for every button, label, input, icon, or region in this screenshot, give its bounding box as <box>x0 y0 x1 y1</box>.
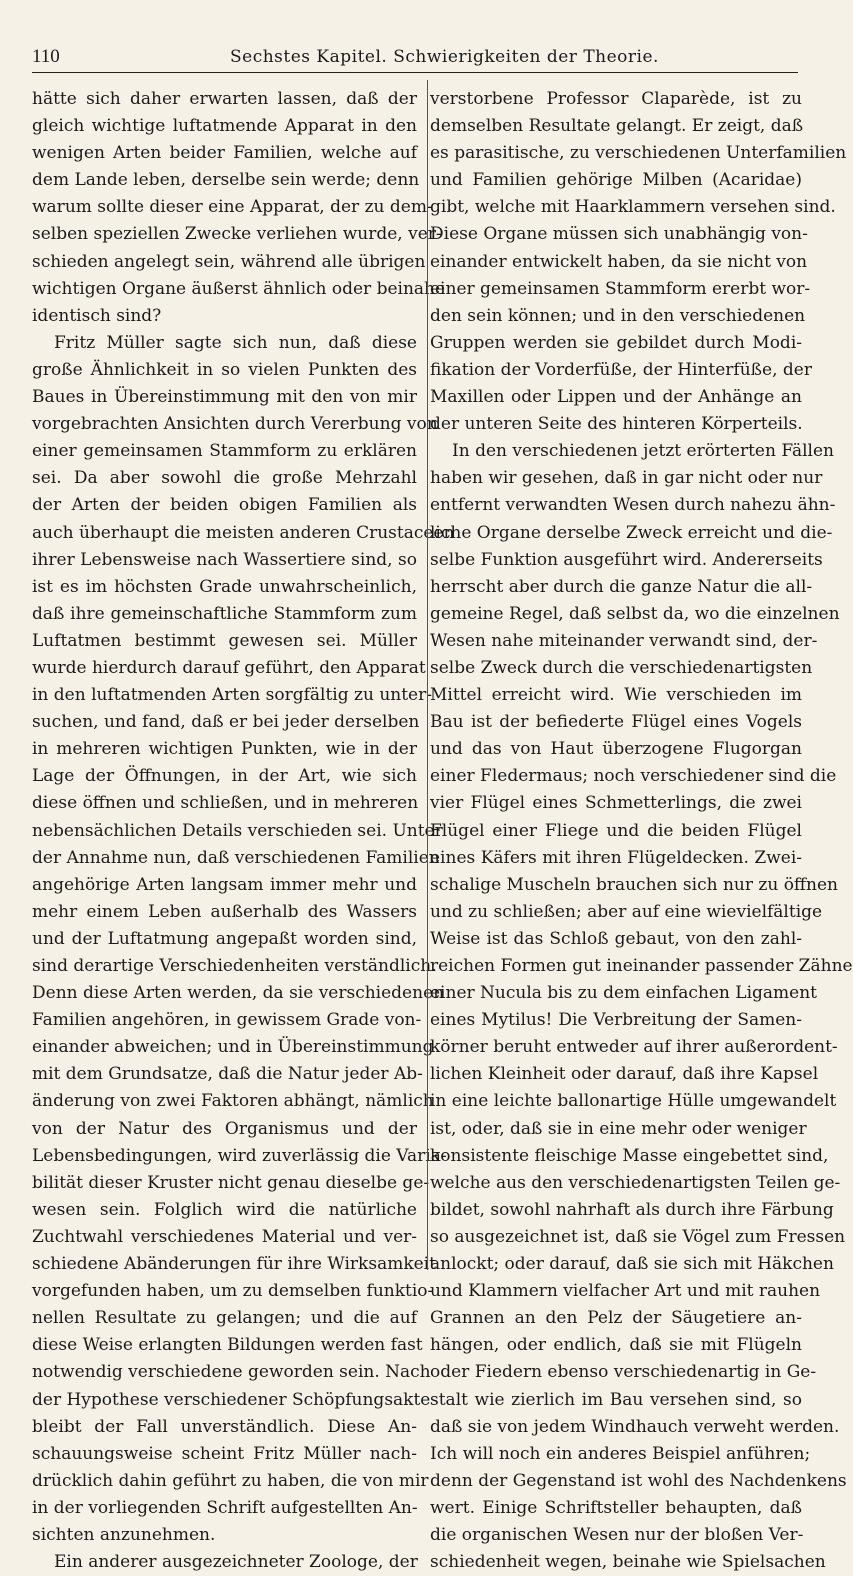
left-column-text <box>32 86 455 1576</box>
text-line: eines Käfers mit ihren Flügeldecken. Zwei- <box>430 847 802 868</box>
text-line: in mehreren wichtigen Punkten, wie in der <box>32 739 417 760</box>
text-line: hängen, oder endlich, daß sie mit Flügeln <box>430 1335 802 1356</box>
right-column <box>427 80 853 1573</box>
text-line: wesen sein. Folglich wird die natürliche <box>32 1199 417 1220</box>
text-line: ihrer Lebensweise nach Wassertiere sind, so <box>32 549 417 570</box>
text-line: bildet, sowohl nahrhaft als durch ihre Färbung <box>430 1199 834 1220</box>
text-line: änderung von zwei Faktoren abhängt, nämlich <box>32 1091 434 1112</box>
text-line: vorgefunden haben, um zu demselben funktio- <box>32 1281 434 1302</box>
text-line: wert. Einige Schriftsteller behaupten, daß <box>430 1497 802 1518</box>
text-line: in den luftatmenden Arten sorgfältig zu unter- <box>32 685 432 706</box>
text-line: Lebensbedingungen, wird zuverlässig die Varia- <box>32 1145 447 1166</box>
text-line: der unteren Seite des hinteren Körperteils. <box>430 414 803 435</box>
text-line: fikation der Vorderfüße, der Hinterfüße, der <box>430 359 812 380</box>
text-line: schalige Muscheln brauchen sich nur zu öffnen <box>430 874 838 895</box>
text-line: und der Luftatmung angepaßt worden sind, <box>32 928 417 949</box>
text-line: den sein können; und in den verschiedenen <box>430 305 806 326</box>
text-line: bilität dieser Kruster nicht genau dieselbe ge- <box>32 1172 430 1193</box>
text-line: hätte sich daher erwarten lassen, daß der <box>32 89 417 109</box>
text-line: mehr einem Leben außerhalb des Wassers <box>32 901 417 922</box>
text-line: selbe Zweck durch die verschiedenartigsten <box>430 657 813 678</box>
text-line: herrscht aber durch die ganze Natur die all- <box>430 576 813 597</box>
text-line: und zu schließen; aber auf eine wievielfältige <box>430 901 823 922</box>
text-line: und das von Haut überzogene Flugorgan <box>430 739 802 760</box>
text-line: Fritz Müller sagte sich nun, daß diese <box>54 332 417 353</box>
text-line: anlockt; oder darauf, daß sie sich mit Häkchen <box>430 1254 834 1275</box>
left-column <box>32 86 455 1576</box>
text-line: Baues in Übereinstimmung mit den von mir <box>32 387 417 408</box>
text-line: schiedene Abänderungen für ihre Wirksamkeit <box>32 1254 436 1275</box>
text-line: notwendig verschiedene geworden sein. Nach <box>32 1362 431 1383</box>
text-line: konsistente fleischige Masse eingebettet sind, <box>430 1145 829 1166</box>
text-line: daß sie von jedem Windhauch verweht werden. <box>430 1416 840 1437</box>
text-line: Diese Organe müssen sich unabhängig von- <box>430 224 808 245</box>
text-line: nebensächlichen Details verschieden sei. Unter <box>32 820 443 841</box>
text-line: Familien angehören, in gewissem Grade von- <box>32 1010 422 1031</box>
text-line: drücklich dahin geführt zu haben, die von mir <box>32 1470 429 1491</box>
text-line: einander abweichen; und in Übereinstimmung <box>32 1037 434 1058</box>
text-line: entfernt verwandten Wesen durch nahezu ähn- <box>430 495 836 516</box>
text-line: einer Fledermaus; noch verschiedener sind die <box>430 766 837 787</box>
text-line: wurde hierdurch darauf geführt, den Apparat <box>32 657 426 678</box>
text-line: sei. Da aber sowohl die große Mehrzahl <box>32 468 417 489</box>
text-line: oder Fiedern ebenso verschiedenartig in Ge- <box>430 1362 817 1383</box>
text-line: In den verschiedenen jetzt erörterten Fällen <box>452 441 834 462</box>
text-line: und Klammern vielfacher Art und mit rauhen <box>430 1281 821 1302</box>
text-line: die organischen Wesen nur der bloßen Ver- <box>430 1524 804 1545</box>
text-line: einer gemeinsamen Stammform zu erklären <box>32 441 417 462</box>
text-line: diese öffnen und schließen, und in mehreren <box>32 793 419 814</box>
text-line: bleibt der Fall unverständlich. Diese An- <box>32 1416 417 1437</box>
text-line: Ein anderer ausgezeichneter Zoologe, der <box>54 1552 418 1573</box>
text-line: haben wir gesehen, daß in gar nicht oder nur <box>430 468 823 489</box>
text-line: einer gemeinsamen Stammform ererbt wor- <box>430 278 811 299</box>
text-line: einer Nucula bis zu dem einfachen Ligament <box>430 983 817 1004</box>
text-line: von der Natur des Organismus und der <box>32 1118 417 1139</box>
text-line: schieden angelegt sein, während alle übrigen <box>32 251 426 272</box>
text-line: Lage der Öffnungen, in der Art, wie sich <box>32 766 417 787</box>
text-line: Zuchtwahl verschiedenes Material und ver- <box>32 1226 417 1247</box>
text-line: schauungsweise scheint Fritz Müller nach- <box>32 1443 417 1464</box>
text-line: große Ähnlichkeit in so vielen Punkten des <box>32 359 417 380</box>
text-line: identisch sind? <box>32 305 162 326</box>
text-line: Weise ist das Schloß gebaut, von den zahl- <box>430 928 802 949</box>
text-line: selben speziellen Zwecke verliehen wurde, ver- <box>32 224 442 245</box>
text-line: der Annahme nun, daß verschiedenen Familien <box>32 847 440 868</box>
text-line: Flügel einer Fliege und die beiden Flügel <box>430 820 802 841</box>
text-line: selbe Funktion ausgeführt wird. Andererseits <box>430 549 823 570</box>
text-line: Denn diese Arten werden, da sie verschiedenen <box>32 983 445 1004</box>
text-line: vier Flügel eines Schmetterlings, die zwei <box>430 793 802 814</box>
text-line: angehörige Arten langsam immer mehr und <box>32 874 417 895</box>
text-line: es parasitische, zu verschiedenen Unterfamilien <box>430 143 847 164</box>
text-line: Ich will noch ein anderes Beispiel anführen; <box>430 1443 811 1464</box>
text-line: warum sollte dieser eine Apparat, der zu dem- <box>32 197 433 218</box>
text-line: wenigen Arten beider Familien, welche auf <box>32 143 417 164</box>
text-line: daß ihre gemeinschaftliche Stammform zum <box>32 603 417 624</box>
text-line: liche Organe derselbe Zweck erreicht und die- <box>430 522 833 543</box>
text-line: mit dem Grundsatze, daß die Natur jeder Ab- <box>32 1064 423 1085</box>
page-header <box>32 44 798 73</box>
text-line: Luftatmen bestimmt gewesen sei. Müller <box>32 630 417 651</box>
text-line: Wesen nahe miteinander verwandt sind, der- <box>430 630 818 651</box>
text-line: einander entwickelt haben, da sie nicht von <box>430 251 808 272</box>
text-line: Grannen an den Pelz der Säugetiere an- <box>430 1308 802 1329</box>
page-number: 110 <box>32 46 60 67</box>
text-line: dem Lande leben, derselbe sein werde; denn <box>32 170 420 191</box>
right-column-text <box>430 80 853 1576</box>
text-line: so ausgezeichnet ist, daß sie Vögel zum Fressen <box>430 1226 846 1247</box>
text-line: verstorbene Professor Claparède, ist zu <box>430 89 802 109</box>
text-line: in der vorliegenden Schrift aufgestellten An- <box>32 1497 418 1518</box>
text-line: welche aus den verschiedenartigsten Teilen ge- <box>430 1172 841 1193</box>
text-line: ist, oder, daß sie in eine mehr oder weniger <box>430 1118 807 1139</box>
text-line: sind derartige Verschiedenheiten verständlich. <box>32 956 437 976</box>
text-line: gibt, welche mit Haarklammern versehen sind. <box>430 197 836 218</box>
text-line: reichen Formen gut ineinander passender Zähne <box>430 956 853 976</box>
text-line: diese Weise erlangten Bildungen werden fast <box>32 1335 423 1356</box>
text-line: suchen, und fand, daß er bei jeder derselben <box>32 712 420 733</box>
text-line: Gruppen werden sie gebildet durch Modi- <box>430 332 802 353</box>
text-line: vorgebrachten Ansichten durch Vererbung von <box>32 414 438 435</box>
text-line: auch überhaupt die meisten anderen Crustaceen <box>32 522 455 543</box>
text-line: schiedenheit wegen, beinahe wie Spielsachen <box>430 1552 826 1573</box>
text-line: nellen Resultate zu gelangen; und die auf <box>32 1308 417 1329</box>
text-line: gemeine Regel, daß selbst da, wo die einzelnen <box>430 603 840 624</box>
text-line: eines Mytilus! Die Verbreitung der Samen- <box>430 1010 802 1031</box>
text-line: wichtigen Organe äußerst ähnlich oder beinahe <box>32 278 446 299</box>
text-line: Mittel erreicht wird. Wie verschieden im <box>430 685 802 706</box>
running-title: Sechstes Kapitel. Schwierigkeiten der Theorie. <box>230 47 659 67</box>
text-line: stalt wie zierlich im Bau versehen sind, so <box>430 1389 802 1410</box>
text-line: der Hypothese verschiedener Schöpfungsakte <box>32 1389 431 1410</box>
text-line: gleich wichtige luftatmende Apparat in den <box>32 116 417 137</box>
text-line: ist es im höchsten Grade unwahrscheinlich, <box>32 576 417 597</box>
text-line: körner beruht entweder auf ihrer außerordent- <box>430 1037 838 1058</box>
text-line: und Familien gehörige Milben (Acaridae) <box>430 170 802 191</box>
text-line: sichten anzunehmen. <box>32 1524 216 1545</box>
text-line: demselben Resultate gelangt. Er zeigt, daß <box>430 116 804 137</box>
text-line: denn der Gegenstand ist wohl des Nachdenkens <box>430 1470 847 1491</box>
text-line: Maxillen oder Lippen und der Anhänge an <box>430 387 802 408</box>
text-line: der Arten der beiden obigen Familien als <box>32 495 417 516</box>
text-line: lichen Kleinheit oder darauf, daß ihre Kapsel <box>430 1064 819 1085</box>
text-line: Bau ist der befiederte Flügel eines Vogels <box>430 712 802 733</box>
text-line: in eine leichte ballonartige Hülle umgewandelt <box>430 1091 837 1112</box>
